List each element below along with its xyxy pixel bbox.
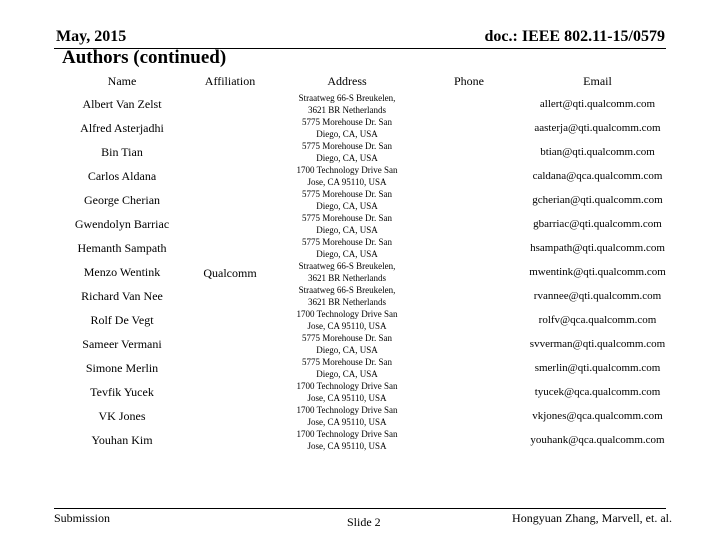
author-email: svverman@qti.qualcomm.com [529, 338, 666, 350]
address-line: Diego, CA, USA [316, 201, 378, 211]
author-address [284, 236, 410, 260]
author-address [284, 164, 410, 188]
address-line: Diego, CA, USA [316, 129, 378, 139]
table-row [0, 260, 720, 284]
address-line: 5775 Morehouse Dr. San [302, 237, 392, 247]
table-row [0, 92, 720, 116]
table-row [0, 140, 720, 164]
address-line: Jose, CA 95110, USA [307, 417, 387, 427]
address-line: 5775 Morehouse Dr. San [302, 141, 392, 151]
author-address [284, 428, 410, 452]
address-line: 3621 BR Netherlands [308, 105, 386, 115]
address-line: Straatweg 66-S Breukelen, [298, 93, 396, 103]
address-line: 3621 BR Netherlands [308, 297, 386, 307]
slide-title: Authors (continued) [62, 47, 227, 68]
author-name: VK Jones [98, 409, 146, 423]
col-header-affiliation: Affiliation [204, 74, 256, 88]
author-email: btian@qti.qualcomm.com [540, 146, 655, 158]
author-address [284, 404, 410, 428]
author-address [284, 380, 410, 404]
footer-slide-number: Slide 2 [347, 515, 381, 529]
author-email: vkjones@qca.qualcomm.com [532, 410, 663, 422]
address-line: Straatweg 66-S Breukelen, [298, 285, 396, 295]
author-name: Carlos Aldana [87, 169, 157, 183]
author-address [284, 188, 410, 212]
author-address [284, 332, 410, 356]
table-row [0, 164, 720, 188]
author-name: Tevfik Yucek [90, 385, 154, 399]
author-name: Youhan Kim [91, 433, 153, 447]
author-address [284, 212, 410, 236]
author-email: aasterja@qti.qualcomm.com [534, 122, 661, 134]
author-name: Albert Van Zelst [82, 97, 162, 111]
table-row [0, 212, 720, 236]
author-email: gcherian@qti.qualcomm.com [532, 194, 663, 206]
author-address [284, 140, 410, 164]
table-row [0, 236, 720, 260]
author-address [284, 356, 410, 380]
table-row [0, 428, 720, 452]
address-line: Jose, CA 95110, USA [307, 321, 387, 331]
footer-authors: Hongyuan Zhang, Marvell, et. al. [512, 511, 672, 525]
author-email: caldana@qca.qualcomm.com [532, 170, 663, 182]
author-name: Hemanth Sampath [77, 241, 167, 255]
author-name: Bin Tian [101, 145, 143, 159]
address-line: 5775 Morehouse Dr. San [302, 357, 392, 367]
col-header-phone: Phone [454, 74, 484, 88]
author-name: Sameer Vermani [82, 337, 162, 351]
table-row [0, 188, 720, 212]
table-row [0, 308, 720, 332]
author-name: Rolf De Vegt [90, 313, 154, 327]
address-line: Straatweg 66-S Breukelen, [298, 261, 396, 271]
affiliation-cell: Qualcomm [203, 266, 257, 280]
address-line: 1700 Technology Drive San [296, 405, 398, 415]
table-row [0, 404, 720, 428]
author-email: smerlin@qti.qualcomm.com [534, 362, 661, 374]
address-line: Diego, CA, USA [316, 249, 378, 259]
address-line: Jose, CA 95110, USA [307, 393, 387, 403]
author-address [284, 116, 410, 140]
address-line: 1700 Technology Drive San [296, 429, 398, 439]
author-address [284, 284, 410, 308]
col-header-address: Address [327, 74, 367, 88]
table-row [0, 284, 720, 308]
address-line: 5775 Morehouse Dr. San [302, 189, 392, 199]
author-email: rolfv@qca.qualcomm.com [538, 314, 657, 326]
col-header-email: Email [583, 74, 612, 88]
address-line: Diego, CA, USA [316, 345, 378, 355]
address-line: 1700 Technology Drive San [296, 165, 398, 175]
author-name: Richard Van Nee [81, 289, 163, 303]
author-email: mwentink@qti.qualcomm.com [529, 266, 666, 278]
author-name: Simone Merlin [85, 361, 159, 375]
address-line: Jose, CA 95110, USA [307, 441, 387, 451]
author-email: hsampath@qti.qualcomm.com [530, 242, 665, 254]
author-email: allert@qti.qualcomm.com [539, 98, 656, 110]
table-row [0, 356, 720, 380]
author-address [284, 92, 410, 116]
header-date: May, 2015 [56, 28, 127, 45]
address-line: 5775 Morehouse Dr. San [302, 213, 392, 223]
author-name: Alfred Asterjadhi [80, 121, 164, 135]
author-email: gbarriac@qti.qualcomm.com [533, 218, 662, 230]
author-address [284, 260, 410, 284]
address-line: Diego, CA, USA [316, 369, 378, 379]
table-row [0, 380, 720, 404]
address-line: Diego, CA, USA [316, 225, 378, 235]
author-email: youhank@qca.qualcomm.com [530, 434, 665, 446]
author-name: Gwendolyn Barriac [74, 217, 170, 231]
address-line: 1700 Technology Drive San [296, 309, 398, 319]
col-header-name: Name [107, 74, 137, 88]
address-line: Jose, CA 95110, USA [307, 177, 387, 187]
footer-submission: Submission [54, 511, 111, 525]
table-row [0, 332, 720, 356]
author-name: Menzo Wentink [83, 265, 161, 279]
author-email: tyucek@qca.qualcomm.com [534, 386, 661, 398]
table-row [0, 116, 720, 140]
address-line: 1700 Technology Drive San [296, 381, 398, 391]
author-email: rvannee@qti.qualcomm.com [533, 290, 662, 302]
address-line: 5775 Morehouse Dr. San [302, 333, 392, 343]
address-line: Diego, CA, USA [316, 153, 378, 163]
footer-rule [54, 508, 666, 509]
address-line: 5775 Morehouse Dr. San [302, 117, 392, 127]
author-name: George Cherian [83, 193, 161, 207]
address-line: 3621 BR Netherlands [308, 273, 386, 283]
author-address [284, 308, 410, 332]
header-doc-id: doc.: IEEE 802.11-15/0579 [484, 28, 665, 45]
